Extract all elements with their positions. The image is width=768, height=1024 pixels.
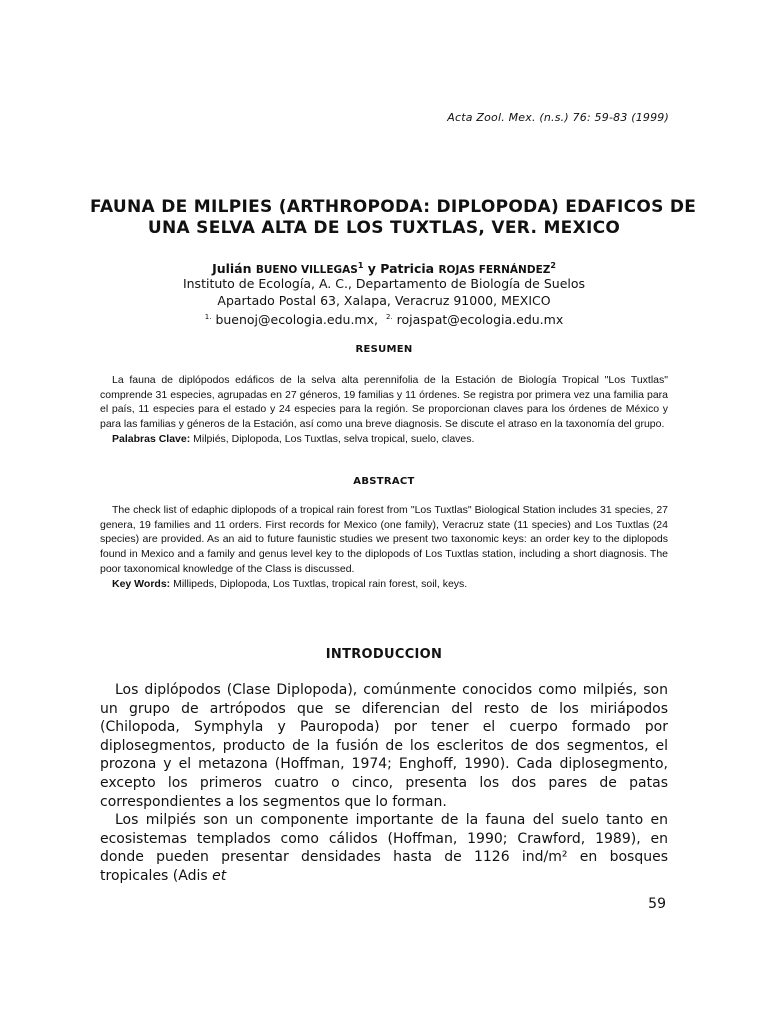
introduccion-paragraph-2-text: Los milpiés son un componente importante de la fauna del suelo tanto en ecosistemas templados como cálidos (Hoffman, 1990; Crawford, 1989), en donde pueden presentar densidades hasta de 1126 ind/m² en bosques tropicales (Adis bbox=[100, 812, 668, 884]
resumen-heading: RESUMEN bbox=[355, 344, 413, 355]
article-title bbox=[90, 197, 697, 239]
introduccion-paragraph-1: Los diplópodos (Clase Diplopoda), comúnmente conocidos como milpiés, son un grupo de artrópodos que se diferencian del resto de los miriápodos (Chilopoda, Symphyla y Pauropoda) por tener el cuerpo formado por diplosegmentos, producto de la fusión de los escleritos de dos segmentos, el prozona y el metazona (Hoffman, 1974; Enghoff, 1990). Cada diplosegmento, excepto los primeros cuatro o cinco, presenta los dos pares de patas correspondientes a los segmentos que lo forman. bbox=[100, 682, 668, 810]
affiliation-address: Apartado Postal 63, Xalapa, Veracruz 91000, MEXICO bbox=[217, 293, 551, 308]
abstract-body bbox=[100, 503, 668, 591]
page-number: 59 bbox=[648, 896, 666, 912]
running-head: Acta Zool. Mex. (n.s.) 76: 59-83 (1999) bbox=[447, 111, 669, 124]
introduccion-paragraph-2 bbox=[100, 811, 668, 885]
introduccion-body bbox=[100, 681, 668, 886]
affiliation-institute: Instituto de Ecología, A. C., Departamento de Biología de Suelos bbox=[182, 276, 586, 291]
author-1-given-name: Julián bbox=[212, 261, 256, 277]
resumen-keywords-label: Palabras Clave: bbox=[112, 432, 191, 445]
email-2: rojaspat@ecologia.edu.mx bbox=[392, 312, 564, 328]
author-2-surname: ROJAS FERNÁNDEZ bbox=[438, 264, 551, 277]
author-2-marker: 2 bbox=[550, 261, 556, 270]
abstract-heading: ABSTRACT bbox=[353, 476, 415, 487]
author-1-marker: 1 bbox=[357, 261, 364, 270]
affiliation-block bbox=[90, 275, 678, 328]
email-1-marker: 1. bbox=[204, 313, 212, 321]
abstract-keywords bbox=[100, 577, 668, 592]
abstract-text: The check list of edaphic diplopods of a tropical rain forest from "Los Tuxtlas" Biological Station includes 31 species, 27 genera, 19 families and 11 orders. First records for Mexico (one family), Veracruz state (11 species) and Los Tuxtlas (24 species) are provided. As an aid to future faunistic studies we present two taxonomic keys: an order key to the diplopods found in Mexico and a family and genus level key to the diplopods of Los Tuxtlas station, including a short diagnosis. The poor taxonomical knowledge of the Class is discussed. bbox=[100, 504, 668, 575]
affiliation-emails bbox=[90, 309, 678, 328]
resumen-keywords bbox=[100, 432, 668, 447]
resumen-keywords-list: Milpiés, Diplopoda, Los Tuxtlas, selva tropical, suelo, claves. bbox=[190, 432, 475, 445]
resumen-text: La fauna de diplópodos edáficos de la selva alta perennifolia de la Estación de Biología Tropical "Los Tuxtlas" comprende 31 especies, agrupadas en 27 géneros, 19 familias y 11 órdenes. Se registra por primera vez una familia para el país, 11 especies para el estado y 24 especies para la región. Se proporcionan claves para los órdenes de México y para las familias y géneros de la Estación, así como una breve diagnosis. Se discute el atraso en la taxonomía del grupo. bbox=[100, 374, 668, 431]
introduccion-heading: INTRODUCCION bbox=[325, 647, 443, 662]
email-1: buenoj@ecologia.edu.mx, bbox=[211, 312, 378, 328]
introduccion-paragraph-2-italic: et bbox=[212, 867, 227, 884]
author-1-surname: BUENO VILLEGAS bbox=[255, 264, 358, 277]
abstract-keywords-label: Key Words: bbox=[112, 577, 171, 590]
title-line-1: FAUNA DE MILPIES (ARTHROPODA: DIPLOPODA) EDAFICOS DE bbox=[90, 197, 697, 217]
resumen-body bbox=[100, 373, 668, 447]
email-2-marker: 2. bbox=[385, 313, 393, 321]
title-line-2: UNA SELVA ALTA DE LOS TUXTLAS, VER. MEXICO bbox=[147, 218, 621, 238]
author-connector: y Patricia bbox=[363, 261, 439, 277]
abstract-keywords-list: Millipeds, Diplopoda, Los Tuxtlas, tropical rain forest, soil, keys. bbox=[170, 577, 468, 590]
